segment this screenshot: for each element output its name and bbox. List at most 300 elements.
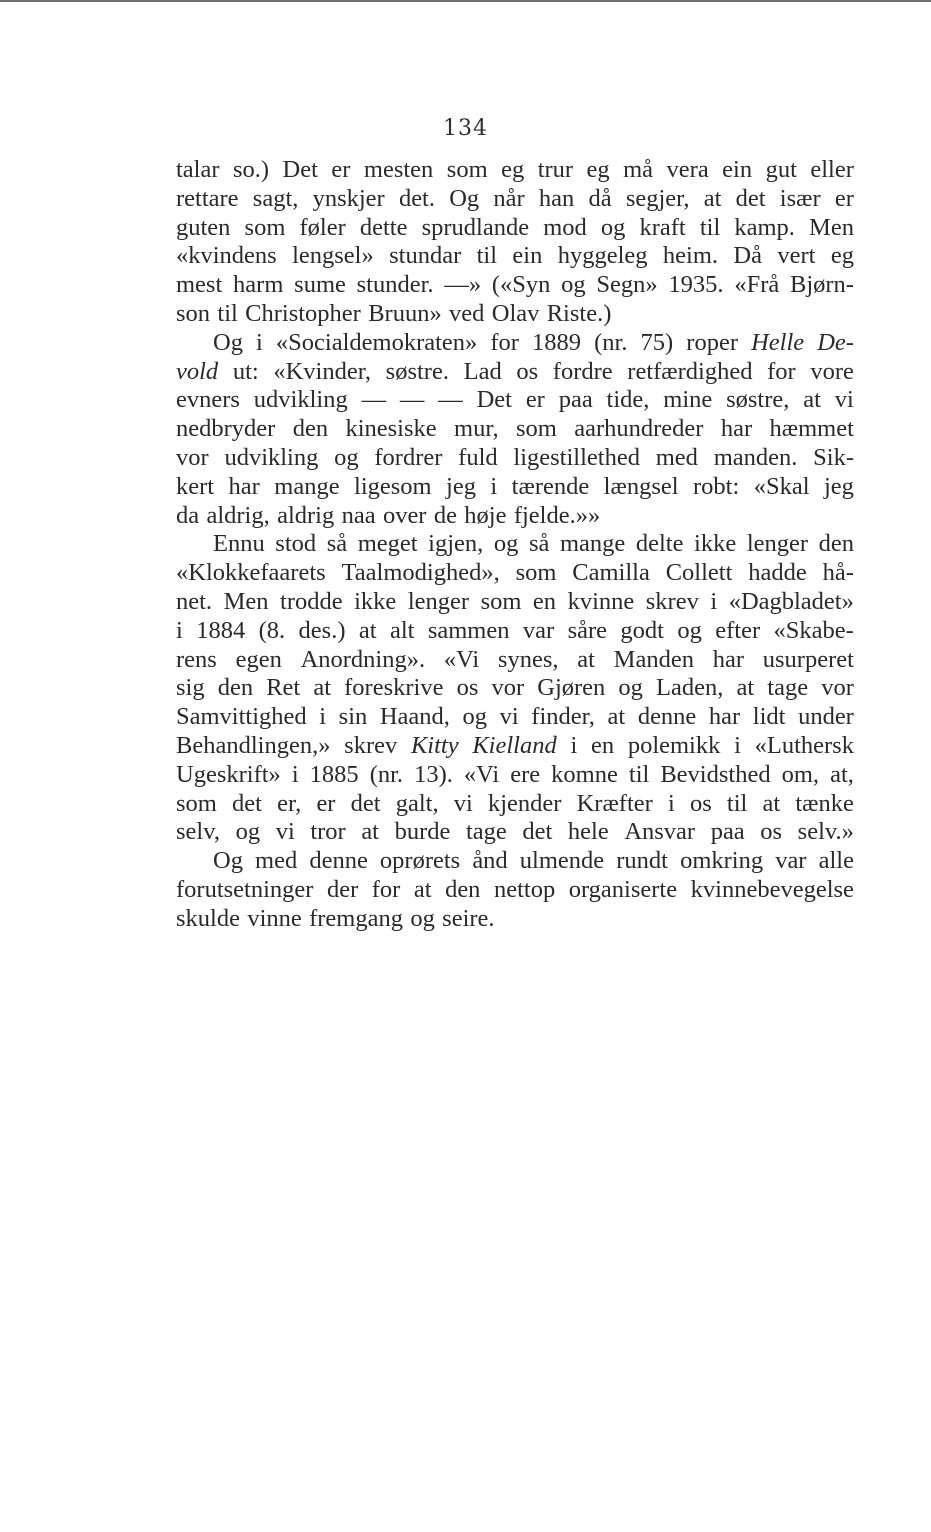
word: og: [600, 213, 626, 241]
word: os: [456, 674, 479, 702]
word: Camilla: [572, 559, 650, 587]
word: de: [433, 501, 457, 529]
word: jeg: [446, 472, 476, 500]
word: harm: [233, 271, 284, 299]
word: tærende: [511, 472, 590, 500]
text-line: [176, 847, 854, 876]
word: da: [176, 501, 200, 529]
word: til: [217, 299, 238, 327]
word: Det: [476, 386, 512, 414]
word: må: [623, 156, 654, 183]
word: ånd: [472, 847, 508, 875]
word: og: [493, 530, 519, 558]
word: efter: [715, 616, 761, 644]
word: vi: [499, 703, 519, 731]
word: ligesom: [354, 472, 432, 500]
word: i: [734, 731, 741, 759]
word: har: [228, 472, 260, 500]
word: ulmende: [519, 847, 605, 875]
text-line: [176, 617, 854, 646]
text-line: [176, 876, 854, 905]
word: ut:: [232, 357, 259, 385]
text-line: [176, 588, 854, 617]
word: som: [480, 587, 522, 615]
word: guten: [176, 213, 231, 241]
word: ligestillethed: [513, 443, 640, 471]
word: at: [762, 789, 781, 817]
word: at: [703, 184, 722, 212]
word: stundar: [389, 242, 462, 270]
word: for: [767, 357, 796, 385]
text-line: [176, 386, 854, 415]
word: i: [176, 616, 183, 644]
word: som: [176, 789, 217, 817]
word: kjender: [487, 789, 562, 817]
word: føler: [299, 213, 346, 241]
text-line: [176, 559, 854, 588]
word: Kræfter: [576, 789, 653, 817]
word: Men: [809, 213, 854, 241]
word: at: [313, 674, 332, 702]
text-line: [176, 214, 854, 243]
word: nedbryder: [176, 415, 276, 443]
word: «Kvinder,: [273, 357, 372, 385]
word: vor: [821, 674, 854, 702]
word: fordre: [552, 357, 613, 385]
word: Lad: [463, 357, 502, 385]
word: den: [818, 530, 854, 558]
word: hele: [567, 818, 609, 846]
word: lenger: [407, 587, 470, 615]
word: den: [445, 875, 481, 903]
word: nettop: [493, 875, 556, 903]
word: hå-: [822, 559, 854, 587]
word: sig: [176, 674, 205, 702]
word: usurperet: [762, 645, 854, 673]
word: gut: [765, 156, 797, 183]
word: og: [561, 271, 586, 299]
word: kinesiske: [345, 415, 437, 443]
word: som: [515, 559, 557, 587]
word: i: [291, 760, 299, 788]
word: paa: [710, 818, 745, 846]
word: seire.: [442, 904, 495, 932]
word: den: [217, 674, 254, 702]
word: tænke: [795, 789, 854, 817]
word: omkring: [680, 847, 764, 875]
body-text: [176, 156, 854, 934]
word: so.): [233, 156, 270, 183]
word: såre: [567, 616, 608, 644]
word: som: [244, 213, 286, 241]
word: dette: [359, 213, 408, 241]
word: aldrig,: [206, 501, 270, 529]
word: mange: [559, 530, 626, 558]
word: rettare: [176, 184, 239, 212]
word: kvinnebevegelse: [690, 875, 854, 903]
word: i: [667, 789, 675, 817]
word: eller: [810, 156, 854, 183]
word: Ansvar: [624, 818, 696, 846]
word: at: [607, 703, 626, 731]
word: det: [522, 818, 553, 846]
word: Ret: [266, 674, 301, 702]
word: Haand,: [379, 703, 450, 731]
word: os: [516, 357, 539, 385]
word: ikke: [354, 587, 397, 615]
word: hyggeleg: [557, 242, 648, 270]
word: sagt,: [252, 184, 299, 212]
word: «Klokkefaarets: [176, 559, 326, 587]
word: vore: [810, 357, 854, 385]
word: vor: [176, 443, 209, 471]
word: vi: [453, 789, 473, 817]
word: er: [834, 184, 854, 212]
word: Bruun»: [368, 299, 442, 327]
word: denne: [637, 703, 697, 731]
word: i: [570, 731, 578, 759]
word: til: [628, 760, 650, 788]
text-line: [176, 761, 854, 790]
word: «Socialdemokraten»: [275, 328, 478, 356]
word: sammen: [427, 616, 510, 644]
word: Laden,: [656, 674, 724, 702]
word: Bjørn-: [790, 271, 854, 299]
word: talar: [176, 156, 220, 183]
word: rens: [176, 645, 217, 673]
word: Segn»: [596, 271, 658, 299]
word: der: [326, 875, 359, 903]
text-line: [176, 185, 854, 214]
word: at: [577, 645, 595, 673]
word: skrev: [344, 731, 398, 759]
word: 75): [640, 328, 674, 356]
word: 1935.: [668, 271, 724, 299]
word: ved: [449, 299, 485, 327]
word: 1889: [532, 328, 582, 356]
word: komne: [551, 760, 618, 788]
word: synes,: [497, 645, 559, 673]
text-line: [176, 156, 854, 185]
word: om,: [781, 760, 820, 788]
word: stod: [275, 530, 317, 558]
word: naa: [341, 501, 376, 529]
word: som: [516, 415, 557, 443]
word: roper: [686, 328, 738, 356]
word: til: [476, 242, 498, 270]
word: jeg: [823, 472, 854, 500]
word: tage: [465, 818, 507, 846]
word: Gjøren: [537, 674, 606, 702]
word: kraft: [639, 213, 686, 241]
word: har: [720, 415, 753, 443]
word: alt: [389, 616, 415, 644]
word: han: [538, 184, 575, 212]
word: Då: [733, 242, 762, 270]
word: mest: [176, 271, 223, 299]
word: net.: [176, 587, 213, 615]
italic-name: vold: [176, 357, 219, 385]
word: Collett: [665, 559, 733, 587]
word: oprørets: [379, 847, 461, 875]
text-line: [176, 271, 854, 300]
word: mur,: [454, 415, 499, 443]
word: udvikling: [253, 386, 348, 414]
word: mange: [274, 472, 340, 500]
word: hæmmet: [769, 415, 854, 443]
word: tage: [767, 674, 809, 702]
word: delte: [635, 530, 684, 558]
word: Ennu: [213, 530, 265, 558]
word: 1885: [309, 760, 359, 788]
word: «kvindens: [176, 242, 277, 270]
word: en: [532, 587, 557, 615]
word: det: [735, 184, 766, 212]
word: tror: [310, 818, 346, 846]
word: som: [446, 156, 488, 183]
word: manden.: [713, 443, 798, 471]
word: robt:: [692, 472, 740, 500]
word: «Luthersk: [754, 731, 854, 759]
word: vert: [777, 242, 816, 270]
word: «Skabe-: [773, 616, 854, 644]
word: os: [760, 818, 783, 846]
word: er,: [277, 789, 302, 817]
word: vor: [491, 674, 525, 702]
word: galt,: [395, 789, 439, 817]
word: egen: [235, 645, 282, 673]
word: 1884: [196, 616, 246, 644]
word: eg: [501, 156, 525, 183]
word: «Frå: [734, 271, 780, 299]
word: Manden: [613, 645, 694, 673]
word: ynskjer: [312, 184, 385, 212]
word: Bevidsthed: [660, 760, 771, 788]
word: at: [803, 386, 821, 414]
word: en: [590, 731, 615, 759]
word: des.): [298, 616, 346, 644]
text-line: [176, 732, 854, 761]
word: for: [371, 875, 401, 903]
word: at: [358, 616, 377, 644]
word: sume: [294, 271, 346, 299]
word: os: [689, 789, 712, 817]
word: kvinne: [567, 587, 635, 615]
italic-name: Helle: [751, 328, 805, 356]
word: og: [618, 674, 643, 702]
word: Riste.): [546, 299, 612, 327]
word: lengsel»: [292, 242, 374, 270]
word: med: [255, 847, 298, 875]
word: meget: [357, 530, 418, 558]
word: (8.: [258, 616, 286, 644]
word: «Dagbladet»: [728, 587, 854, 615]
word: lenger: [746, 530, 809, 558]
word: Anordning».: [300, 645, 426, 673]
word: aldrig: [277, 501, 335, 529]
text-line: [176, 530, 854, 559]
word: retfærdighed: [627, 357, 753, 385]
word: at,: [830, 760, 854, 788]
text-line: [176, 674, 854, 703]
word: under: [798, 703, 854, 731]
word: sprudlande: [421, 213, 530, 241]
text-line: [176, 329, 854, 358]
word: «Vi: [443, 645, 480, 673]
word: så: [326, 530, 348, 558]
word: var: [522, 616, 555, 644]
word: lidt: [752, 703, 786, 731]
word: —: [361, 386, 387, 414]
word: i: [319, 703, 327, 731]
word: over: [382, 501, 427, 529]
word: og: [410, 904, 435, 932]
text-line: [176, 703, 854, 732]
word: til: [726, 789, 748, 817]
word: Men: [223, 587, 269, 615]
word: aarhundreder: [574, 415, 704, 443]
word: i: [490, 472, 498, 500]
word: Samvittighed: [176, 703, 307, 731]
word: til: [699, 213, 721, 241]
word: Det: [282, 156, 318, 183]
word: ein: [722, 156, 753, 183]
word: vi: [275, 818, 295, 846]
word: paa: [558, 386, 593, 414]
text-line: [176, 905, 854, 934]
text-line: [176, 358, 854, 387]
word: finder,: [531, 703, 595, 731]
word: Behandlingen,»: [176, 731, 331, 759]
word: rundt: [616, 847, 668, 875]
word: vi: [834, 386, 854, 414]
word: segjer,: [625, 184, 690, 212]
word: er: [525, 386, 545, 414]
word: i: [256, 328, 263, 356]
word: Og: [213, 328, 243, 356]
word: alle: [818, 847, 854, 875]
word: at: [736, 674, 755, 702]
word: når: [493, 184, 525, 212]
word: —: [438, 386, 463, 414]
word: høje: [464, 501, 507, 529]
word: Og: [449, 184, 480, 212]
word: fordrer: [374, 443, 443, 471]
word: eg: [586, 156, 610, 183]
word: —: [399, 386, 425, 414]
top-border-rule: [0, 0, 931, 2]
word: godt: [620, 616, 664, 644]
word: (nr.: [594, 328, 628, 356]
word: «Vi: [463, 760, 500, 788]
text-line: [176, 242, 854, 271]
word: Olav: [491, 299, 540, 327]
word: (nr.: [369, 760, 404, 788]
word: skulde: [176, 904, 240, 932]
word: Christopher: [245, 299, 361, 327]
text-line: [176, 790, 854, 819]
word: det: [232, 789, 262, 817]
word: mine: [663, 386, 713, 414]
word: så: [528, 530, 550, 558]
word: eg: [830, 242, 854, 270]
word: mod: [543, 213, 587, 241]
word: fremgang: [309, 904, 403, 932]
word: kamp.: [734, 213, 795, 241]
word: ein: [512, 242, 543, 270]
word: det.: [398, 184, 435, 212]
text-line: [176, 502, 854, 531]
word: sin: [338, 703, 368, 731]
word: trodde: [280, 587, 343, 615]
word: vinne: [247, 904, 302, 932]
word: vera: [666, 156, 709, 183]
word: at: [413, 875, 432, 903]
word: polemikk: [627, 731, 721, 759]
word: og: [235, 818, 261, 846]
word: son: [176, 299, 211, 327]
word: den: [292, 415, 329, 443]
word: 13).: [414, 760, 453, 788]
word: var: [775, 847, 807, 875]
text-line: [176, 473, 854, 502]
text-line: [176, 818, 854, 847]
word: då: [588, 184, 612, 212]
word: Og: [213, 847, 243, 875]
word: hadde: [748, 559, 807, 587]
word: og: [462, 703, 488, 731]
word: Taalmodighed»,: [341, 559, 500, 587]
italic-name: De-: [817, 328, 854, 356]
word: organiserte: [568, 875, 678, 903]
text-line: [176, 646, 854, 675]
word: foreskrive: [344, 674, 444, 702]
word: med: [655, 443, 698, 471]
word: i: [710, 587, 718, 615]
word: har: [708, 703, 741, 731]
word: burde: [394, 818, 451, 846]
word: ere: [510, 760, 541, 788]
word: Ugeskrift»: [176, 760, 281, 788]
word: selv.»: [797, 818, 854, 846]
word: og: [677, 616, 702, 644]
page-number: 134: [443, 116, 488, 141]
word: længsel: [603, 472, 679, 500]
italic-name: Kielland: [472, 731, 557, 759]
word: fuld: [458, 443, 498, 471]
word: stunder.: [356, 271, 434, 299]
word: udvikling: [224, 443, 319, 471]
word: evners: [176, 386, 240, 414]
word: mesten: [363, 156, 434, 183]
word: heim.: [662, 242, 719, 270]
word: søstre,: [726, 386, 790, 414]
word: «Skal: [753, 472, 810, 500]
word: skrev: [645, 587, 699, 615]
word: især: [779, 184, 821, 212]
word: selv,: [176, 818, 220, 846]
word: —»: [444, 271, 482, 299]
word: for: [490, 328, 519, 356]
word: at: [361, 818, 379, 846]
word: er: [316, 789, 336, 817]
word: og: [334, 443, 359, 471]
word: søstre.: [385, 357, 449, 385]
word: det: [350, 789, 381, 817]
word: («Syn: [491, 271, 551, 299]
word: kert: [176, 472, 215, 500]
word: ikke: [694, 530, 737, 558]
